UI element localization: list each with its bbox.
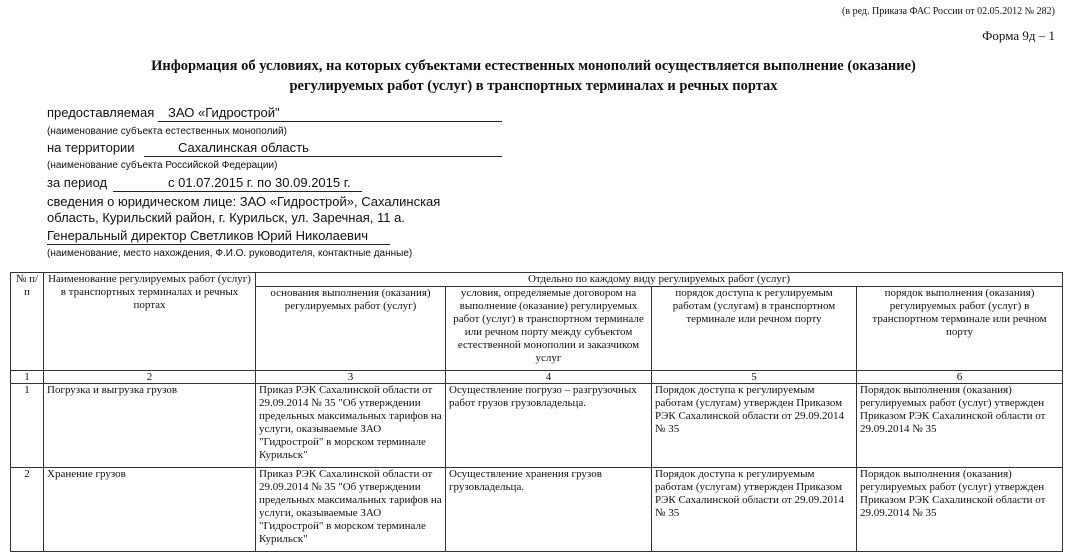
period-label: за период (47, 175, 108, 190)
title-line-1: Информация об условиях, на которых субъектами естественных монополий осуществляется выполнение (оказание) (151, 58, 916, 74)
service-procedure: Порядок выполнения (оказания) регулируемых работ (услуг) утвержден Приказом РЭК Сахалинской области от 29.09.2014 № 35 (857, 468, 1063, 552)
service-conditions: Осуществление хранения грузов грузовладельца. (446, 468, 652, 552)
service-access: Порядок доступа к регулируемым работам (услугам) утвержден Приказом РЭК Сахалинской области от 29.09.2014 № 35 (652, 384, 857, 468)
column-number: 2 (44, 371, 256, 384)
service-procedure: Порядок выполнения (оказания) регулируемых работ (услуг) утвержден Приказом РЭК Сахалинской области от 29.09.2014 № 35 (857, 384, 1063, 468)
service-basis: Приказ РЭК Сахалинской области от 29.09.2014 № 35 "Об утверждении предельных максимальных тарифов на услуги, оказываемые ЗАО "Гидрострой" в морском терминале Курильск" (256, 384, 446, 468)
period-value: с 01.07.2015 г. по 30.09.2015 г. (168, 175, 351, 190)
territory-caption: (наименование субъекта Российской Федерации) (47, 160, 278, 171)
provided-by-value: ЗАО «Гидрострой" (168, 105, 280, 120)
row-number: 1 (11, 384, 44, 468)
legal-caption: (наименование, место нахождения, Ф.И.О. руководителя, контактные данные) (47, 248, 413, 259)
service-conditions: Осуществление погрузо – разгрузочных работ грузов грузовладельца. (446, 384, 652, 468)
header-access: порядок доступа к регулируемым работам (услугам) в транспортном терминале или речном порту (652, 287, 857, 371)
service-basis: Приказ РЭК Сахалинской области от 29.09.2014 № 35 "Об утверждении предельных максимальных тарифов на услуги, оказываемые ЗАО "Гидрострой" в морском терминале Курильск" (256, 468, 446, 552)
director-line: Генеральный директор Светликов Юрий Николаевич (47, 228, 369, 243)
column-number: 6 (857, 371, 1063, 384)
table-row (11, 384, 1063, 468)
form-number: Форма 9д – 1 (982, 28, 1055, 43)
document-title (60, 56, 1007, 96)
column-number: 1 (11, 371, 44, 384)
column-number: 5 (652, 371, 857, 384)
provided-by-underline (158, 121, 502, 122)
territory-label: на территории (47, 140, 135, 155)
edition-note: (в ред. Приказа ФАС России от 02.05.2012 № 282) (842, 6, 1055, 17)
title-line-2: регулируемых работ (услуг) в транспортных терминалах и речных портах (289, 78, 778, 94)
row-number: 2 (11, 468, 44, 552)
header-group: Отдельно по каждому виду регулируемых работ (услуг) (256, 273, 1063, 287)
header-number: № п/п (11, 273, 44, 371)
header-procedure: порядок выполнения (оказания) регулируемых работ (услуг) в транспортном терминале или речном порту (857, 287, 1063, 371)
legal-line-2: область, Курильский район, г. Курильск, ул. Заречная, 11 а. (47, 210, 405, 225)
service-access: Порядок доступа к регулируемым работам (услугам) утвержден Приказом РЭК Сахалинской области от 29.09.2014 № 35 (652, 468, 857, 552)
period-underline (113, 191, 362, 192)
territory-underline (144, 156, 502, 157)
director-underline (47, 244, 390, 245)
header-conditions: условия, определяемые договором на выполнение (оказание) регулируемых работ (услуг) в транспортном терминале или речном порту между субъектом естественной монополии и заказчиком услуг (446, 287, 652, 371)
column-number: 3 (256, 371, 446, 384)
header-basis: основания выполнения (оказания) регулируемых работ (услуг) (256, 287, 446, 371)
legal-line-1: сведения о юридическом лице: ЗАО «Гидрострой», Сахалинская (47, 194, 441, 209)
territory-value: Сахалинская область (178, 140, 309, 155)
table-row (11, 468, 1063, 552)
table-header-row (11, 273, 1063, 287)
column-number: 4 (446, 371, 652, 384)
services-table (10, 272, 1063, 552)
provided-by-caption: (наименование субъекта естественных монополий) (47, 126, 287, 137)
header-service-name: Наименование регулируемых работ (услуг) в транспортных терминалах и речных портах (44, 273, 256, 371)
service-name: Погрузка и выгрузка грузов (44, 384, 256, 468)
column-numbers-row (11, 371, 1063, 384)
provided-by-label: предоставляемая (47, 105, 155, 120)
service-name: Хранение грузов (44, 468, 256, 552)
